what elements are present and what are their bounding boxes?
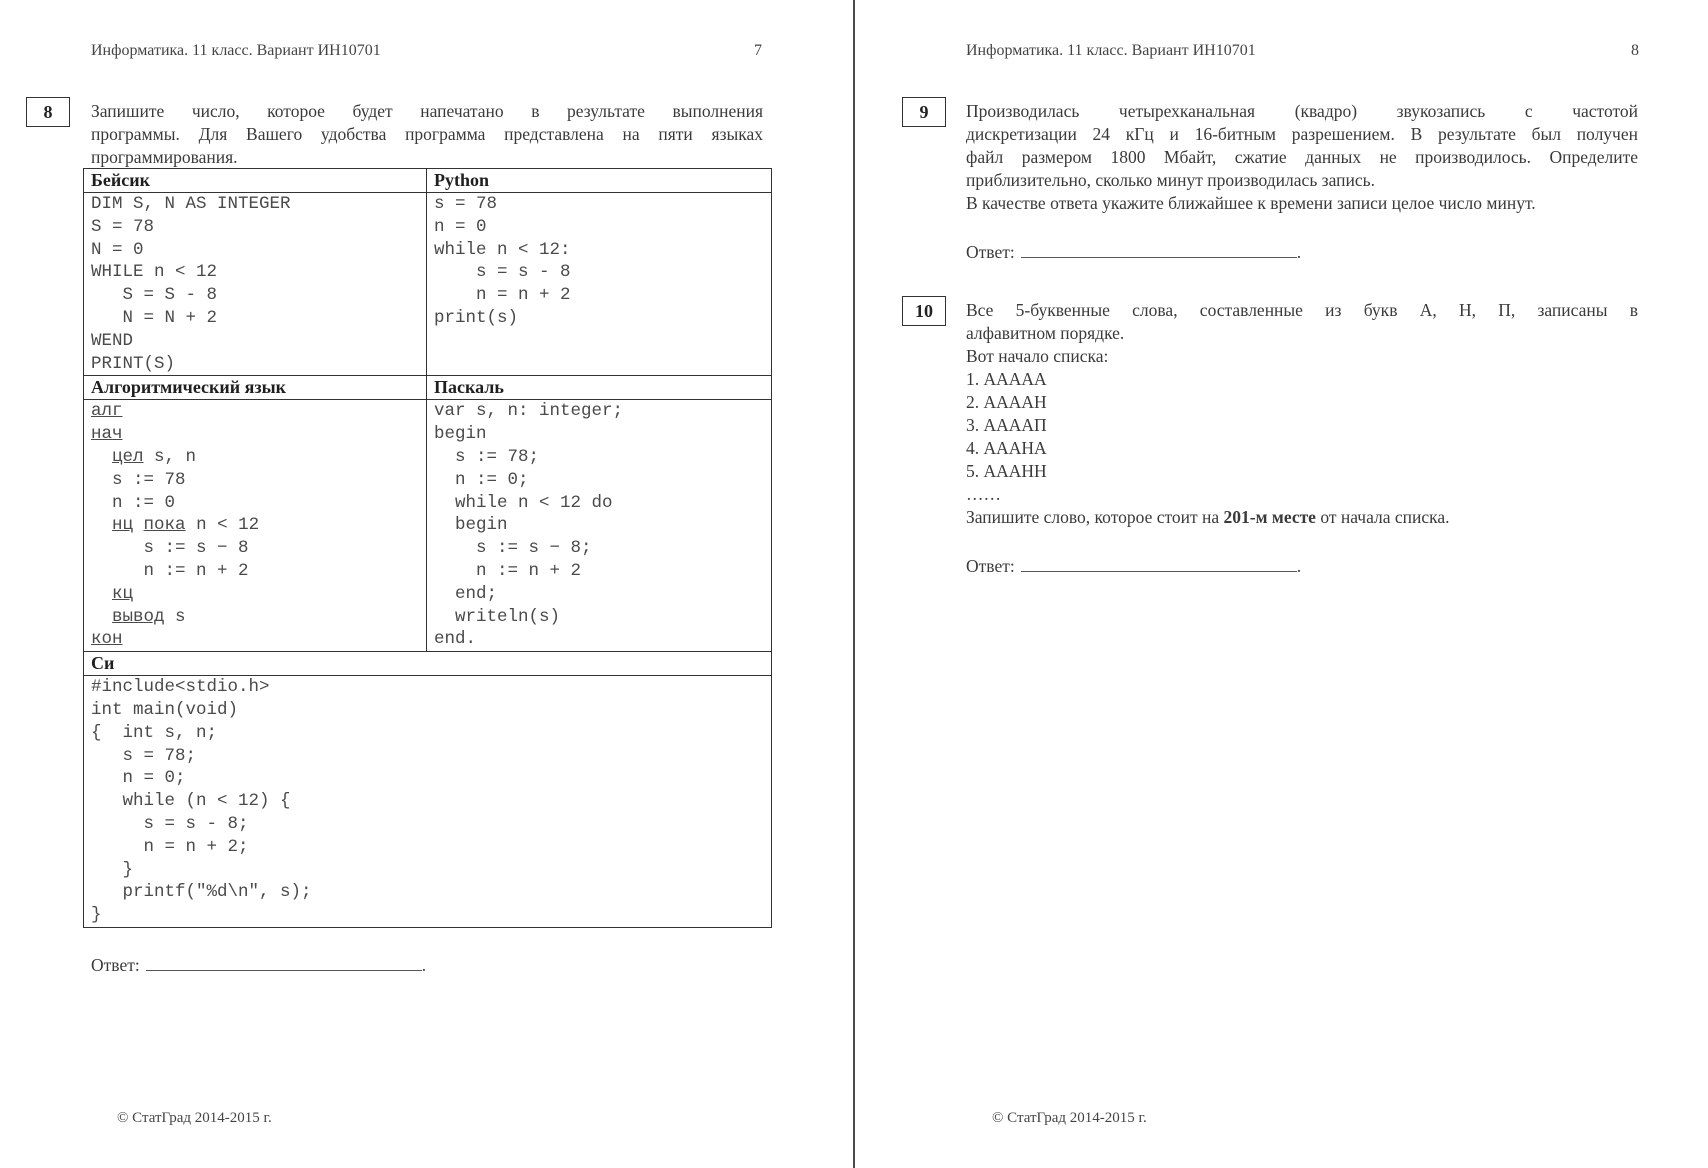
task9-text-line: приблизительно, сколько минут производилась запись. [966,170,1375,190]
c-title: Си [84,652,772,676]
page-footer: © СтатГрад 2014-2015 г. [117,1110,272,1126]
page-number: 7 [754,42,762,59]
page-number: 8 [1631,42,1639,59]
task8-text-line: программы. Для Вашего удобства программа представлена на пяти языках [91,124,763,144]
algo-line: s := s − 8 [143,538,249,559]
task8-text [91,100,763,169]
algo-line: вывод s [112,606,186,627]
task8-answer: Ответ: . [91,955,427,975]
python-code: s = 78 n = 0 while n < 12: s = s - 8 n = n + 2 print(s) [434,194,571,328]
pascal-code: var s, n: integer; begin s := 78; n := 0; while n < 12 do begin s := s − 8; n := n + 2 end; writeln(s) end. [434,401,624,650]
answer-line[interactable] [1021,557,1297,572]
list-item: 3. ААААП [966,415,1047,435]
task-number-10: 10 [902,296,946,326]
answer-label: Ответ: [966,556,1015,576]
task8-text-line: Запишите число, которое будет напечатано в результате выполнения [91,101,763,121]
algo-line: кон [91,629,123,650]
code-table [83,168,772,928]
algo-line: алг [91,401,123,422]
algo-line: кц [112,583,134,604]
answer-label: Ответ: [91,955,140,975]
c-code: #include<stdio.h> int main(void) { int s, n; s = 78; n = 0; while (n < 12) { s = s - 8; n = n + 2; } printf("%d\n", s); } [91,677,312,926]
page-divider [853,0,855,1168]
answer-line[interactable] [1021,243,1297,258]
word-list [966,345,1450,529]
algo-line: s := 78 [112,469,186,490]
list-item: 4. АААНА [966,438,1047,458]
algo-line: нц пока n < 12 [112,515,260,536]
basic-title: Бейсик [84,169,427,193]
task10-text-line: Все 5-буквенные слова, составленные из букв А, Н, П, записаны в [966,300,1638,320]
list-ellipsis: …… [966,484,1001,504]
page-footer: © СтатГрад 2014-2015 г. [992,1110,1147,1126]
task9-text-line: файл размером 1800 Мбайт, сжатие данных не производилось. Определите [966,147,1638,167]
task9-text [966,100,1638,215]
task9-text-line: В качестве ответа укажите ближайшее к времени записи целое число минут. [966,193,1536,213]
python-title: Python [427,169,772,193]
task8-text-line: программирования. [91,147,238,167]
task10-question: Запишите слово, которое стоит на 201-м месте от начала списка. [966,507,1450,527]
task10-text-line: алфавитном порядке. [966,323,1125,343]
algo-code [91,400,426,651]
list-intro: Вот начало списка: [966,346,1109,366]
algo-title: Алгоритмический язык [84,376,427,400]
task10-text [966,299,1638,345]
task9-text-line: Производилась четырехканальная (квадро) звукозапись с частотой [966,101,1638,121]
task-number-8: 8 [26,97,70,127]
algo-line: нач [91,424,123,445]
algo-line: n := 0 [112,492,176,513]
page-header: Информатика. 11 класс. Вариант ИН10701 [91,42,381,59]
algo-line: n := n + 2 [143,560,249,581]
question-emphasis: 201-м месте [1223,507,1316,527]
list-item: 5. АААНН [966,461,1047,481]
answer-label: Ответ: [966,242,1015,262]
right-page [856,0,1708,1168]
page-header: Информатика. 11 класс. Вариант ИН10701 [966,42,1256,59]
answer-line[interactable] [146,956,422,971]
list-item: 2. ААААН [966,392,1047,412]
basic-code: DIM S, N AS INTEGER S = 78 N = 0 WHILE n < 12 S = S - 8 N = N + 2 WEND PRINT(S) [91,194,291,374]
task9-answer: Ответ: . [966,242,1302,262]
task9-text-line: дискретизации 24 кГц и 16-битным разрешением. В результате был получен [966,124,1638,144]
task-number-9: 9 [902,97,946,127]
list-item: 1. ААААА [966,369,1047,389]
task10-answer: Ответ: . [966,556,1302,576]
pascal-title: Паскаль [427,376,772,400]
algo-line: цел s, n [112,446,197,467]
